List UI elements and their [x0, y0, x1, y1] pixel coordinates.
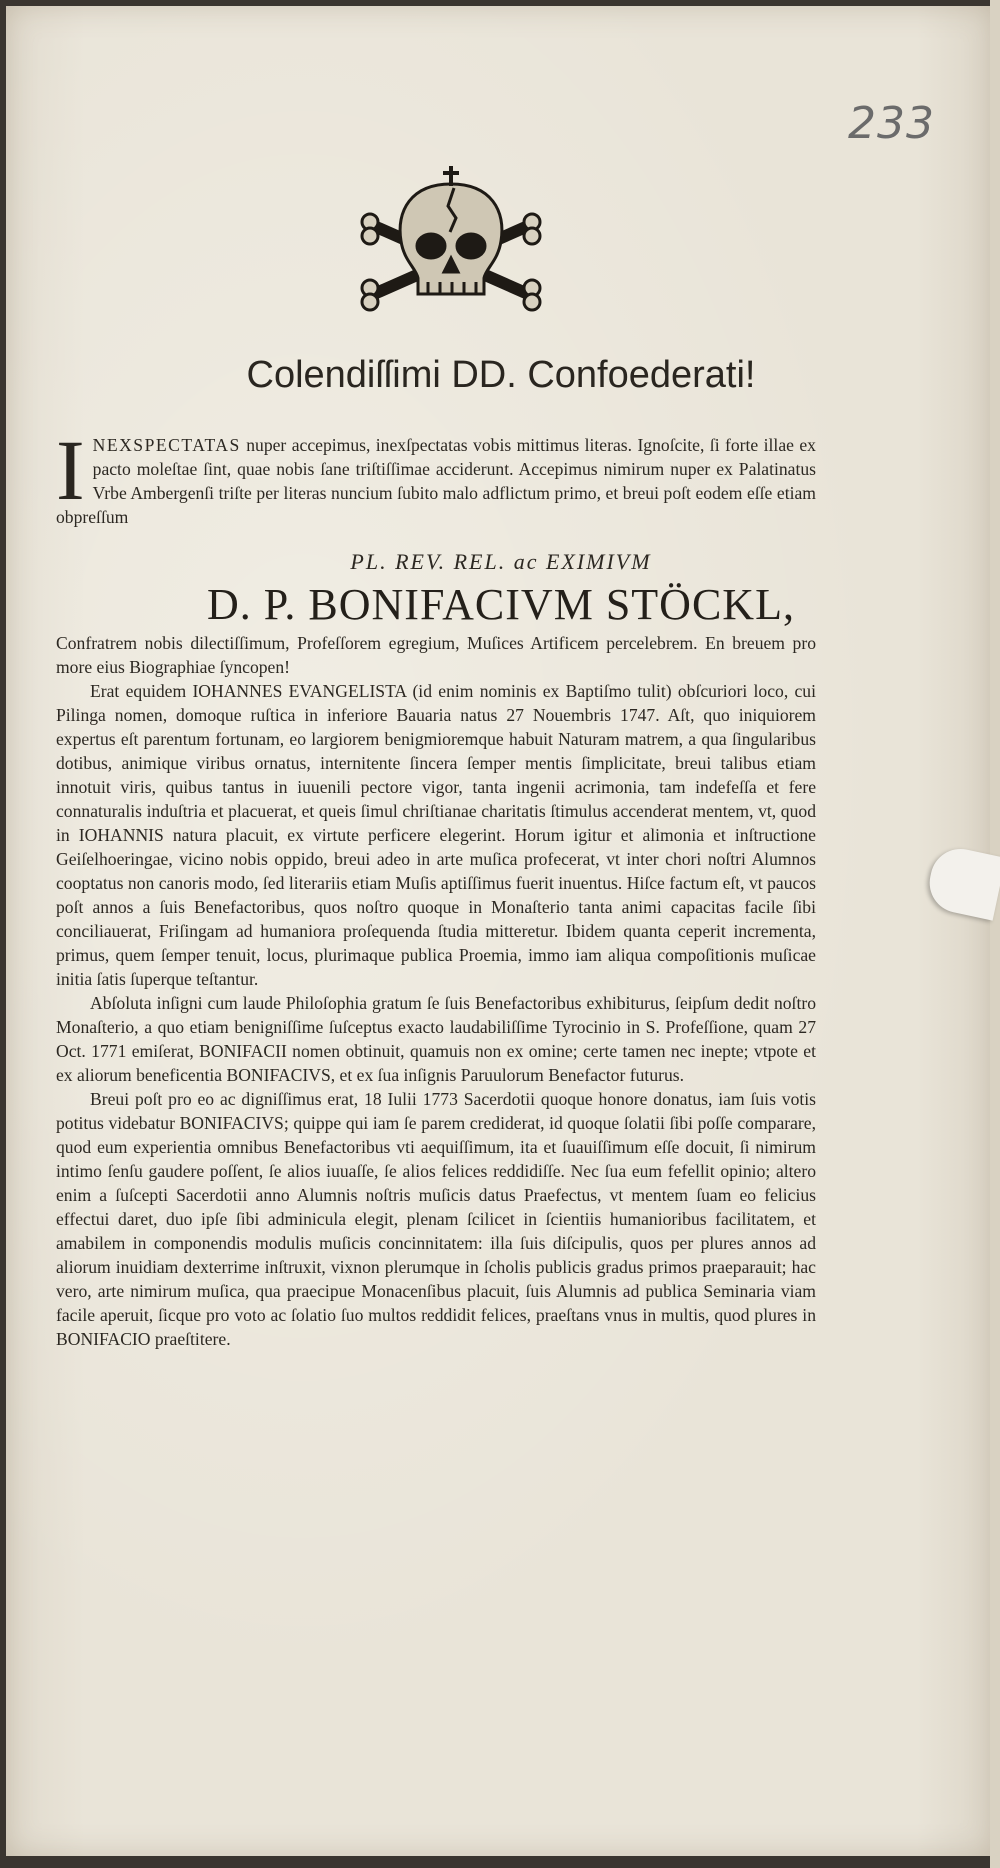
document-title: Colendiſſimi DD. Confoederati! — [246, 354, 756, 396]
intro-paragraph — [56, 422, 816, 529]
intro-smallcaps: NEXSPECTATAS — [92, 435, 241, 455]
intro-text: nuper accepimus, inexſpectatas vobis mittimus literas. Ignoſcite, ſi forte illae ex pacto moleſtae ſint, quae nobis ſane triſtiſſimae acciderunt. Accepimus nimirum nuper ex Palatinatus Vrbe Ambergenſi triſte per literas nuncium ſubito malo adflictum primo, et breui poſt eodem eſſe etiam obpreſſum — [56, 435, 816, 527]
body-text — [56, 631, 816, 1351]
paragraph: Confratrem nobis dilectiſſimum, Profeſſorem egregium, Muſices Artificem percelebrem. En breuem pro more eius Biographiae ſyncopen! — [56, 633, 816, 677]
drop-cap: I — [56, 422, 85, 518]
page-edge — [990, 0, 1000, 1868]
paragraph: Erat equidem IOHANNES EVANGELISTA (id enim nominis ex Baptiſmo tulit) obſcuriori loco, cui Pilinga nomen, domoque ruſtica in inferiore Bauaria natus 27 Nouembris 1747. Aſt, quo iniquiorem expertus eſt parentum fortunam, eo largiorem benigmioremque habuit Naturam matrem, a qua ſingularibus dotibus, animique viribus ornatus, internitente ſincera ſemper mentis ſimplicitate, breui talibus etiam innotuit viris, quibus tantus in iuuenili pectore vigor, tanta ingenii acrimonia, tam indefeſſa et fere connaturalis induſtria et placuerat, et queis ſimul chriſtianae charitatis ſtimulus accenderat mentem, vt, quod in IOHANNIS natura placuit, ex virtute perficere elegerint. Horum igitur et alimonia et inſtructione Geiſelhoeringae, vicino nobis oppido, breui adeo in arte muſica profecerat, vt inter chori noſtri Alumnos cooptatus non canoris modo, ſed literariis etiam Muſis aptiſſimus fuerit inuentus. Hiſce factum eſt, vt paucos poſt annos a ſuis Benefactoribus, quos noſtro quoque in Monaſterio tanta animi capacitas facile ſibi conciliauerat, Friſingam ad humaniora proſequenda ſtudia mitteretur. Ibidem quanta ceperit incrementa, primus, quem ſemper tenuit, locus, plurimaque publica Proemia, immo iam aliqua compoſitionis muſicae initia ſatis ſuperque teſtantur. — [56, 681, 816, 989]
skull-and-crossbones-icon — [356, 166, 546, 326]
honorific-line: PL. REV. REL. ac EXIMIVM — [350, 549, 652, 574]
deceased-name: D. P. BONIFACIVM STÖCKL, — [207, 580, 795, 629]
document-page — [6, 6, 996, 1856]
folio-number: 233 — [848, 98, 935, 149]
paragraph: Breui poſt pro eo ac digniſſimus erat, 18 Iulii 1773 Sacerdotii quoque honore donatus, iam ſuis votis potitus videbatur BONIFACIVS; quippe qui iam ſe parem crediderat, id quoque ſolatii ſibi poſſe comparare, quod eum experientia omnibus Benefactoribus vti aequiſſimum, ita et ſuauiſſimum eſſe docuit, ſi nimirum intimo ſenſu gaudere poſſent, ſe alios iuuaſſe, ſe alios felices reddidiſſe. Nec ſua eum fefellit opinio; altero enim a ſuſcepti Sacerdotii anno Alumnis noſtris muſicis datus Praefectus, vt mentem ſuam eo felicius effectui daret, duo ipſe ſibi adminicula elegit, plenam ſcilicet in ſcientiis humanioribus facilitatem, et amabilem in componendis modulis muſicis concinnitatem: illa ſuis diſcipulis, quos per plures annos ad aliorum inuidiam dexterrime inſtruxit, vixnon plerumque in ſcholis publicis gradus primos praeparauit; hac vero, arte nimirum muſica, qua praecipue Monacenſibus placuit, ſuis Alumnis ad publica Seminaria viam facile aperuit, ſicque pro voto ac ſolatio ſuo multos reddidit felices, praeſtans vnus in multis, quod plures in BONIFACIO praeſtitere. — [56, 1089, 816, 1349]
paragraph: Abſoluta inſigni cum laude Philoſophia gratum ſe ſuis Benefactoribus exhibiturus, ſeipſum dedit noſtro Monaſterio, a quo etiam benigniſſime ſuſceptus exacto laudabiliſſime Tyrocinio in S. Profeſſione, quam 27 Oct. 1771 emiſerat, BONIFACII nomen obtinuit, quamuis non ex omine; certe tamen nec inepte; vtpote et ex aliorum beneficentia BONIFACIVS, et ex ſua inſignis Paruulorum Benefactor futurus. — [56, 993, 816, 1085]
